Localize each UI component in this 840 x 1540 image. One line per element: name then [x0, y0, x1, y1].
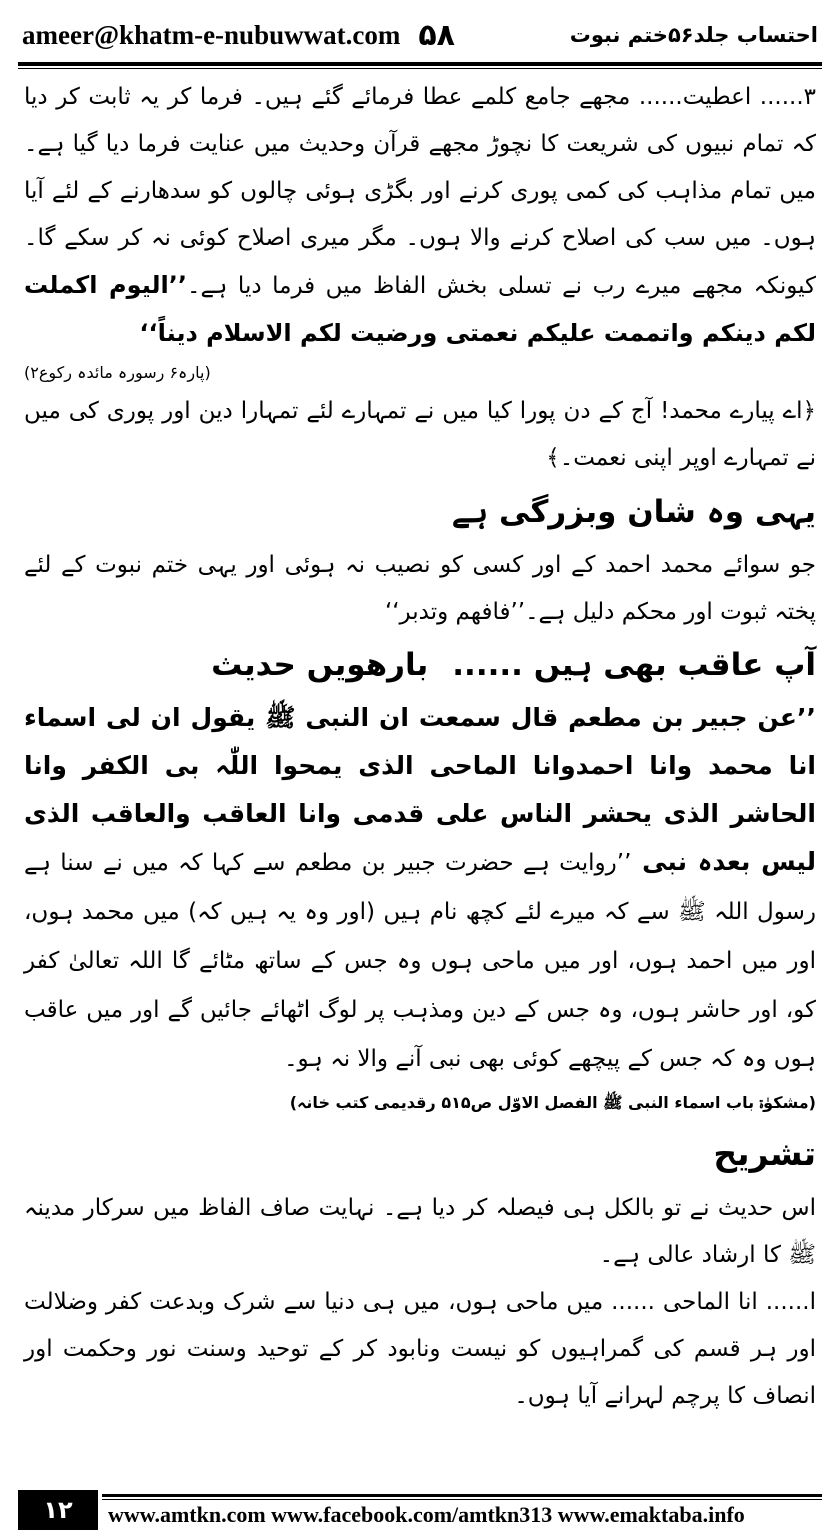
- page-footer: [18, 1490, 822, 1532]
- hadith-arabic-text: ’’عن جبیر بن مطعم قال سمعت ان النبی ﷺ یقول ان لی اسماء انا محمد وانا احمدوانا الماحی الذی یمحوا اللّٰہ بی الکفر وانا الحاشر الذی یحشر الناس علی قدمی وانا العاقب والعاقب الذی لیس بعدہ نبی: [24, 703, 816, 876]
- hadith-arabic: [24, 694, 816, 1083]
- journal-title: احتساب جلد۵۶ختم نبوت: [569, 23, 818, 47]
- hadith-heading-number: بارھویں حدیث: [211, 647, 429, 683]
- explanation-heading: تشریح: [713, 1134, 816, 1173]
- page-header: [22, 12, 818, 58]
- verse-translation: ﴿اے پیارے محمد! آج کے دن پورا کیا میں نے تمہارے لئے تمہارا دین اور پوری کی میں نے تمہارے اوپر اپنی نعمت۔﴾: [24, 398, 816, 471]
- footer-rule-thin: [102, 1499, 822, 1500]
- paragraph-3: اس حدیث نے تو بالکل ہی فیصلہ کر دیا ہے۔ نہایت صاف الفاظ میں سرکار مدینہ ﷺ کا ارشاد عالی ہے۔: [24, 1195, 816, 1268]
- paragraph-2: جو سوائے محمد احمد کے اور کسی کو نصیب نہ ہوئی اور یہی ختم نبوت کے لئے پختہ ثبوت اور محکم دلیل ہے۔’’فافھم وتدبر‘‘: [24, 552, 816, 625]
- paragraph-4: ا...... انا الماحی ...... میں ماحی ہوں، میں ہی دنیا سے شرک وبدعت کفر وضلالت اور ہر قسم کی گمراہیوں کو نیست ونابود کر کے توحید وسنت نور وحکمت اور انصاف کا پرچم لہرانے آیا ہوں۔: [24, 1289, 816, 1409]
- hadith-source: (مشکوٰۃ باب اسماء النبی ﷺ الفصل الاوّل ص۵۱۵ رقدیمی کتب خانہ): [289, 1093, 816, 1112]
- paragraph-1: [24, 74, 816, 358]
- page-content: [24, 74, 816, 1420]
- footer-urls[interactable]: www.amtkn.com www.facebook.com/amtkn313 www.emaktaba.info: [108, 1502, 745, 1527]
- footer-rule: [102, 1494, 822, 1497]
- quran-verse: ’’الیوم اکملت لکم دینکم واتممت علیکم نعمتی ورضیت لکم الاسلام دیناً‘‘: [24, 271, 816, 347]
- header-rule: [18, 62, 822, 66]
- hadith-urdu-translation: ’’روایت ہے حضرت جبیر بن مطعم سے کہا کہ میں نے سنا ہے رسول اللہ ﷺ سے کہ میرے لئے کچھ نام ہیں (اور وہ یہ ہیں کہ) میں محمد ہوں، اور میں احمد ہوں، اور میں ماحی ہوں وہ جس کے ساتھ مٹائے گا اللہ تعالیٰ کفر کو، اور حاشر ہوں، وہ جس کے دین ومذہب پر لوگ اٹھائے جائیں گے اور میں عاقب ہوں وہ کہ جس کے پیچھے کوئی بھی نبی آنے والا نہ ہو۔: [24, 850, 816, 1072]
- section-heading: یہی وہ شان وبزرگی ہے: [451, 494, 816, 530]
- paragraph-1-text: ۳...... اعطیت...... مجھے جامع کلمے عطا فرمائے گئے ہیں۔ فرما کر یہ ثابت کر دیا کہ تمام نبیوں کی شریعت کا نچوڑ مجھے قرآن وحدیث میں عنایت فرما دیا گیا ہے۔ میں تمام مذاہب کی کمی پوری کرنے اور بگڑی ہوئی چالوں کو سدھارنے کے لئے آیا ہوں۔ میں سب کی اصلاح کرنے والا ہوں۔ مگر میری اصلاح کوئی نہ کر سکے گا۔ کیونکہ مجھے میرے رب نے تسلی بخش الفاظ میں فرما دیا ہے۔: [24, 84, 816, 299]
- header-email[interactable]: ameer@khatm-e-nubuwwat.com: [22, 19, 401, 50]
- header-left: [22, 18, 455, 53]
- sheet-number: ۱۲: [18, 1490, 98, 1530]
- page-number: ۵۸: [418, 17, 455, 53]
- hadith-heading-title: آپ عاقب بھی ہیں ......: [452, 647, 816, 683]
- hadith-heading: [24, 636, 816, 694]
- quran-reference: (پارہ۶ رسورہ مائدہ رکوع۲): [24, 363, 211, 382]
- header-rule-thin: [18, 68, 822, 69]
